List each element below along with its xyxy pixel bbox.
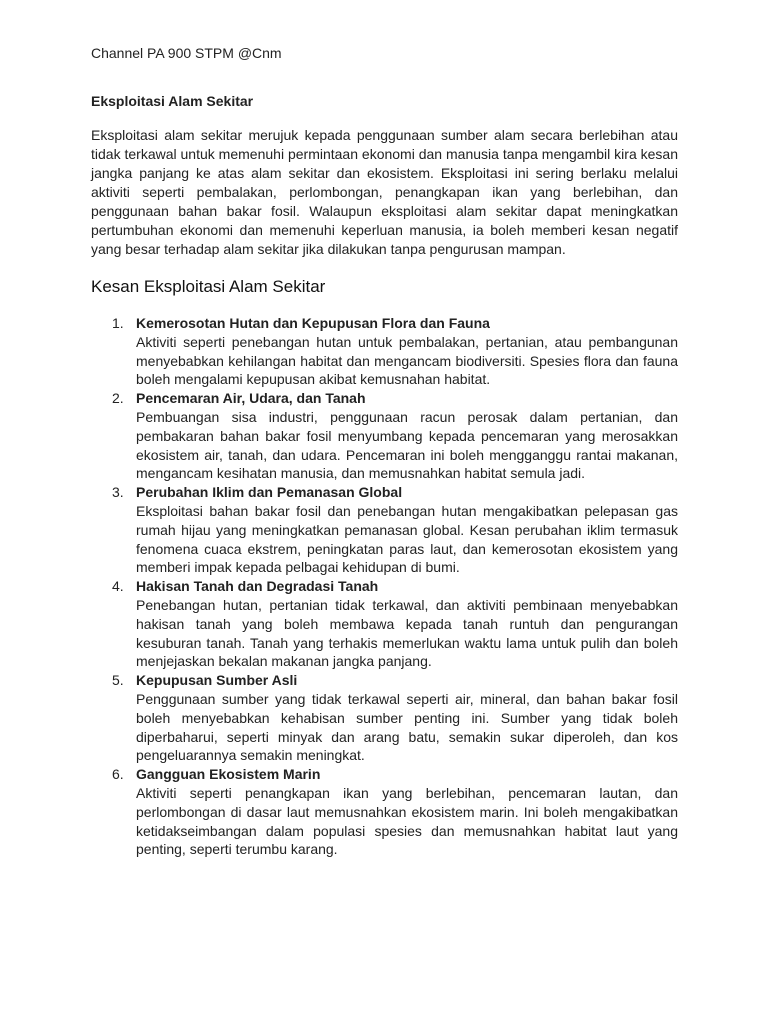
item-title: Kemerosotan Hutan dan Kepupusan Flora dan Fauna <box>136 315 490 331</box>
item-number: 1. <box>112 315 124 331</box>
list-item <box>91 314 678 389</box>
section-heading: Kesan Eksploitasi Alam Sekitar <box>91 277 326 296</box>
item-number: 3. <box>112 484 124 501</box>
item-number: 2. <box>112 390 124 407</box>
list-item <box>91 483 678 577</box>
list-item <box>91 765 678 859</box>
item-body: Penebangan hutan, pertanian tidak terkawal, dan aktiviti pembinaan menyebabkan hakisan tanah yang boleh membawa kepada tanah runtuh dan pengurangan kesuburan tanah. Tanah yang terhakis memerlukan waktu lama untuk pulih dan boleh menjejaskan bekalan makanan jangka panjang. <box>136 596 678 670</box>
item-body: Pembuangan sisa industri, penggunaan racun perosak dalam pertanian, dan pembakaran bahan bakar fosil menyumbang kepada pencemaran yang merosakkan ekosistem air, tanah, dan udara. Pencemaran ini boleh mengganggu rantai makanan, mengancam kesihatan manusia, dan memusnahkan habitat semula jadi. <box>136 408 678 482</box>
list-item <box>91 389 678 483</box>
item-body: Eksploitasi bahan bakar fosil dan penebangan hutan mengakibatkan pelepasan gas rumah hijau yang meningkatkan pemanasan global. Kesan perubahan iklim termasuk fenomena cuaca ekstrem, peningkatan paras laut, dan kemerosotan ekosistem yang memberi impak kepada pelbagai kehidupan di bumi. <box>136 502 678 576</box>
effects-list <box>91 314 678 859</box>
document-title: Eksploitasi Alam Sekitar <box>91 93 254 109</box>
item-number: 6. <box>112 766 124 783</box>
item-body: Aktiviti seperti penangkapan ikan yang berlebihan, pencemaran lautan, dan perlombongan di dasar laut memusnahkan ekosistem marin. Ini boleh mengakibatkan ketidakseimbangan dalam populasi spesies dan memusnahkan habitat laut yang penting, seperti terumbu karang. <box>136 784 678 858</box>
item-title: Pencemaran Air, Udara, dan Tanah <box>136 390 366 407</box>
intro-paragraph: Eksploitasi alam sekitar merujuk kepada penggunaan sumber alam secara berlebihan atau tidak terkawal untuk memenuhi permintaan ekonomi dan manusia tanpa mengambil kira kesan jangka panjang ke atas alam sekitar dan ekosistem. Eksploitasi ini sering berlaku melalui aktiviti seperti pembalakan, perlombongan, penangkapan ikan yang berlebihan, dan penggunaan bahan bakar fosil. Walaupun eksploitasi alam sekitar dapat meningkatkan pertumbuhan ekonomi dan memenuhi keperluan manusia, ia boleh memberi kesan negatif yang besar terhadap alam sekitar jika dilakukan tanpa pengurusan mampan. <box>91 127 678 257</box>
item-body: Aktiviti seperti penebangan hutan untuk pembalakan, pertanian, atau pembangunan menyebabkan kehilangan habitat dan mengancam biodiversiti. Spesies flora dan fauna boleh mengalami kepupusan akibat kemusnahan habitat. <box>136 333 678 388</box>
item-title: Hakisan Tanah dan Degradasi Tanah <box>136 578 379 595</box>
item-title: Kepupusan Sumber Asli <box>136 672 298 689</box>
list-item <box>91 577 678 671</box>
channel-header: Channel PA 900 STPM @Cnm <box>91 45 282 61</box>
item-title: Gangguan Ekosistem Marin <box>136 766 321 783</box>
item-number: 4. <box>112 578 124 595</box>
item-title: Perubahan Iklim dan Pemanasan Global <box>136 484 403 501</box>
list-item <box>91 671 678 765</box>
item-number: 5. <box>112 672 124 689</box>
item-body: Penggunaan sumber yang tidak terkawal seperti air, mineral, dan bahan bakar fosil boleh menyebabkan kehabisan sumber penting ini. Sumber yang tidak boleh diperbaharui, seperti minyak dan arang batu, semakin sukar diperoleh, dan kos pengeluarannya semakin meningkat. <box>136 690 678 764</box>
